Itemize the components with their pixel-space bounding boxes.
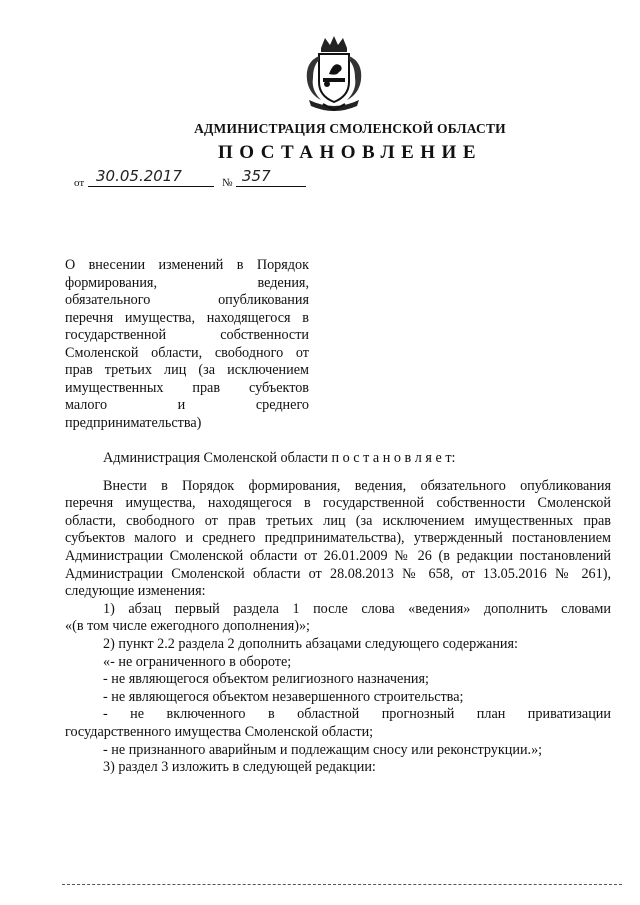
body-line: 2) пункт 2.2 раздела 2 дополнить абзацами следующего содержания: (103, 635, 518, 652)
handwritten-date: 30.05.2017 (96, 167, 182, 185)
coat-of-arms-emblem (299, 34, 369, 114)
subject-line: О внесении изменений в Порядок (65, 257, 309, 273)
number-label: № (222, 177, 233, 189)
body-line: субъектов малого и среднего предпринимательства), утвержденный постановлением (65, 530, 611, 547)
subject-line: прав третьих лиц (за исключением (65, 362, 309, 378)
subject-line: Смоленской области, свободного от (65, 344, 309, 361)
body-line: следующие изменения: (65, 583, 206, 600)
organization-name: АДМИНИСТРАЦИЯ СМОЛЕНСКОЙ ОБЛАСТИ (194, 121, 506, 136)
subject-line: малого и среднего (65, 397, 309, 413)
preamble: Администрация Смоленской области п о с т а н о в л я е т: (103, 450, 456, 466)
body-line: - не являющегося объектом религиозного назначения; (103, 671, 429, 688)
handwritten-number: 357 (242, 167, 271, 185)
body-line: Внести в Порядок формирования, ведения, обязательного опубликования (103, 477, 611, 494)
body-line: 1) абзац первый раздела 1 после слова «ведения» дополнить словами (103, 600, 611, 617)
subject-block (65, 257, 309, 432)
body-line: Администрации Смоленской области от 26.01.2009 № 26 (в редакции постановлений (65, 547, 611, 564)
subject-line: формирования, ведения, (65, 274, 309, 291)
body-line: Администрации Смоленской области от 28.08.2013 № 658, от 13.05.2016 № 261), (65, 565, 611, 582)
subject-line: перечня имущества, находящегося в (65, 309, 309, 326)
body-line: - не включенного в областной прогнозный план приватизации (103, 706, 611, 723)
subject-line: имущественных прав субъектов (65, 379, 309, 396)
body-line: перечня имущества, находящегося в государственной собственности Смоленской (65, 495, 611, 512)
document-type: ПОСТАНОВЛЕНИЕ (217, 142, 483, 163)
body-line: - не являющегося объектом незавершенного строительства; (103, 688, 464, 705)
body-line: государственного имущества Смоленской области; (65, 723, 374, 740)
body-line: - не признанного аварийным и подлежащим сносу или реконструкции.»; (103, 741, 543, 758)
subject-line: государственной собственности (65, 327, 309, 343)
body-line: области, свободного от прав третьих лиц (за исключением имущественных прав (65, 512, 611, 529)
document-body (65, 450, 611, 777)
date-number-line (74, 167, 374, 189)
body-line: «(в том числе ежегодного дополнения)»; (65, 618, 310, 635)
subject-line: предпринимательства) (65, 414, 202, 431)
body-line: 3) раздел 3 изложить в следующей редакции: (103, 759, 376, 776)
body-line: «- не ограниченного в обороте; (103, 653, 292, 670)
page-footer-rule (62, 884, 622, 885)
subject-line: обязательного опубликования (65, 292, 309, 308)
date-label: от (74, 177, 85, 189)
